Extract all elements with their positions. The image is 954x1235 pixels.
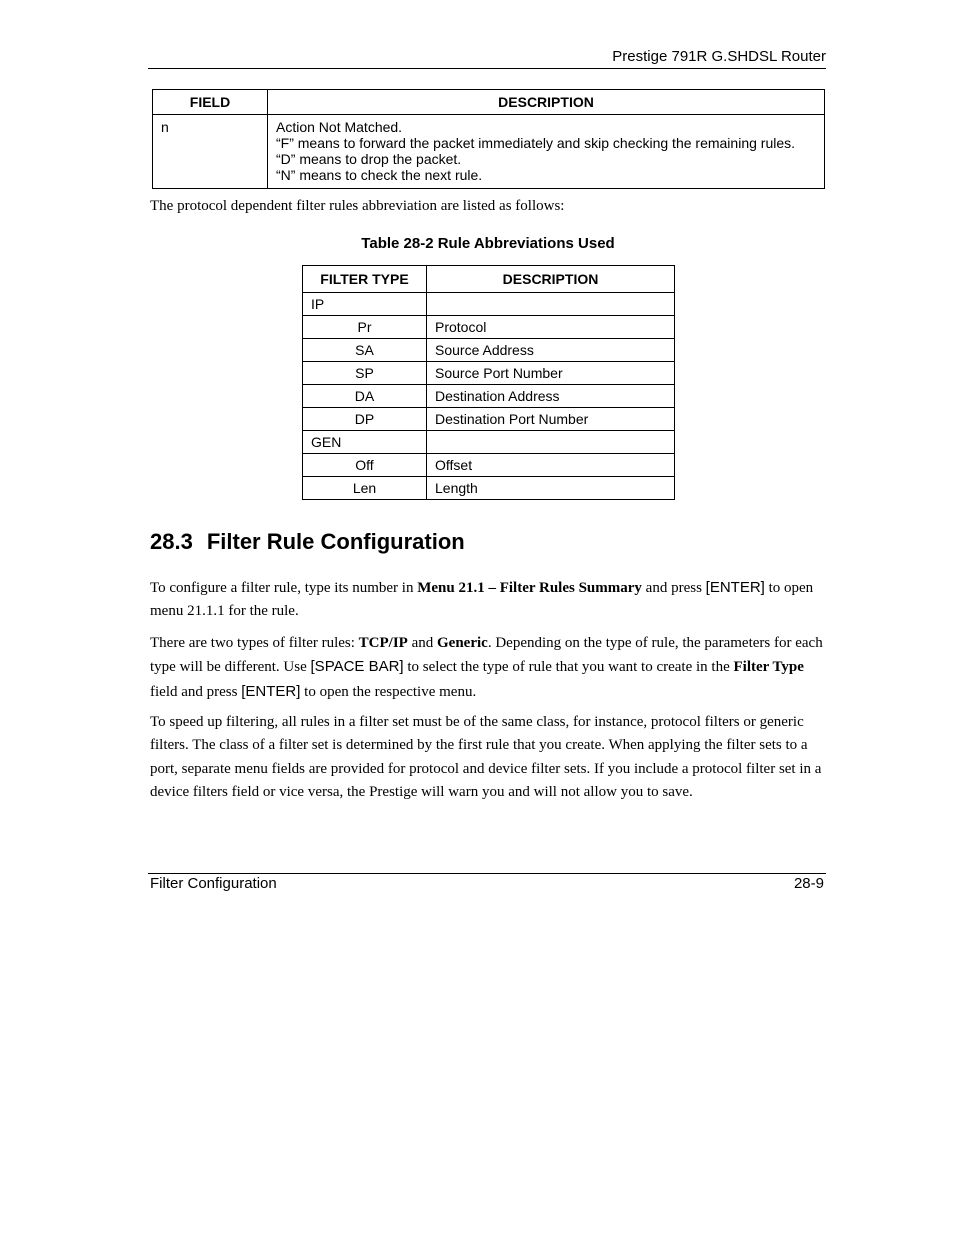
column-header-filter-type: FILTER TYPE [303, 266, 427, 293]
rule-abbreviations-table [302, 265, 675, 500]
key-reference: [ENTER] [705, 579, 765, 596]
footer-chapter: Filter Configuration [150, 875, 277, 892]
table-row [303, 339, 675, 362]
description-cell: Source Port Number [427, 362, 675, 385]
table-row [303, 477, 675, 500]
description-cell [427, 293, 675, 316]
description-cell: Length [427, 477, 675, 500]
field-description-table [152, 89, 825, 189]
column-header-description: DESCRIPTION [268, 90, 825, 115]
description-line: Action Not Matched. [276, 119, 403, 135]
abbreviation-cell: SP [303, 362, 427, 385]
description-cell: Source Address [427, 339, 675, 362]
description-line: “N” means to check the next rule. [276, 167, 483, 183]
abbreviation-cell: DP [303, 408, 427, 431]
description-cell: Protocol [427, 316, 675, 339]
description-cell: Destination Port Number [427, 408, 675, 431]
header-rule [148, 68, 826, 69]
column-header-description: DESCRIPTION [427, 266, 675, 293]
table-row [303, 431, 675, 454]
table-row [303, 454, 675, 477]
description-cell: Offset [427, 454, 675, 477]
key-reference: [SPACE BAR] [310, 658, 404, 676]
description-cell [268, 115, 825, 189]
intro-text: The protocol dependent filter rules abbreviation are listed as follows: [150, 198, 565, 214]
filter-type-group: GEN [303, 431, 427, 454]
footer-rule [148, 873, 826, 874]
section-number: 28.3 [150, 529, 193, 554]
field-cell: n [153, 115, 268, 189]
field-reference: Filter Type [733, 659, 804, 676]
section-title: Filter Rule Configuration [206, 529, 465, 554]
page-number: 28-9 [793, 875, 824, 892]
column-header-field: FIELD [153, 90, 268, 115]
filter-type-group: IP [303, 293, 427, 316]
paragraph: To speed up filtering, all rules in a filter set must be of the same class, for instance, protocol filters or generic filters. The class of a filter set is determined by the first rule that you create. When applying the filter sets to a port, separate menu fields are provided for protocol and device filter sets. If you include a protocol filter set in a device filters field or vice versa, the Prestige will warn you and will not allow you to save. [150, 714, 822, 800]
abbreviation-cell: Len [303, 477, 427, 500]
description-line: “D” means to drop the packet. [276, 151, 462, 167]
abbreviation-cell: SA [303, 339, 427, 362]
table-row [303, 316, 675, 339]
table-row [303, 362, 675, 385]
paragraph: There are two types of filter rules: TCP/IP and Generic. Depending on the type of rule, the parameters for each type will be different. Use [SPACE BAR] to select the type of rule that you want to create in the Filter Type field and press [ENTER] to open the respective menu. [150, 635, 823, 700]
abbreviation-cell: DA [303, 385, 427, 408]
section-heading [150, 529, 465, 555]
key-reference: [ENTER] [241, 682, 301, 700]
description-line: “F” means to forward the packet immediately and skip checking the remaining rules. [276, 135, 796, 151]
rule-type-term: Generic [437, 635, 488, 651]
paragraph: To configure a filter rule, type its number in Menu 21.1 – Filter Rules Summary and press [ENTER] to open menu 21.1.1 for the rule. [150, 579, 814, 620]
abbreviation-cell: Off [303, 454, 427, 477]
table-row [153, 115, 825, 189]
table-caption: Table 28-2 Rule Abbreviations Used [361, 235, 615, 252]
table-header-row [153, 90, 825, 115]
rule-type-term: TCP/IP [358, 635, 408, 651]
description-cell [427, 431, 675, 454]
table-header-row [303, 266, 675, 293]
description-cell: Destination Address [427, 385, 675, 408]
abbreviation-cell: Pr [303, 316, 427, 339]
table-row [303, 408, 675, 431]
running-header: Prestige 791R G.SHDSL Router [612, 48, 826, 65]
menu-reference: Menu 21.1 – Filter Rules Summary [417, 580, 642, 596]
table-row [303, 293, 675, 316]
table-row [303, 385, 675, 408]
